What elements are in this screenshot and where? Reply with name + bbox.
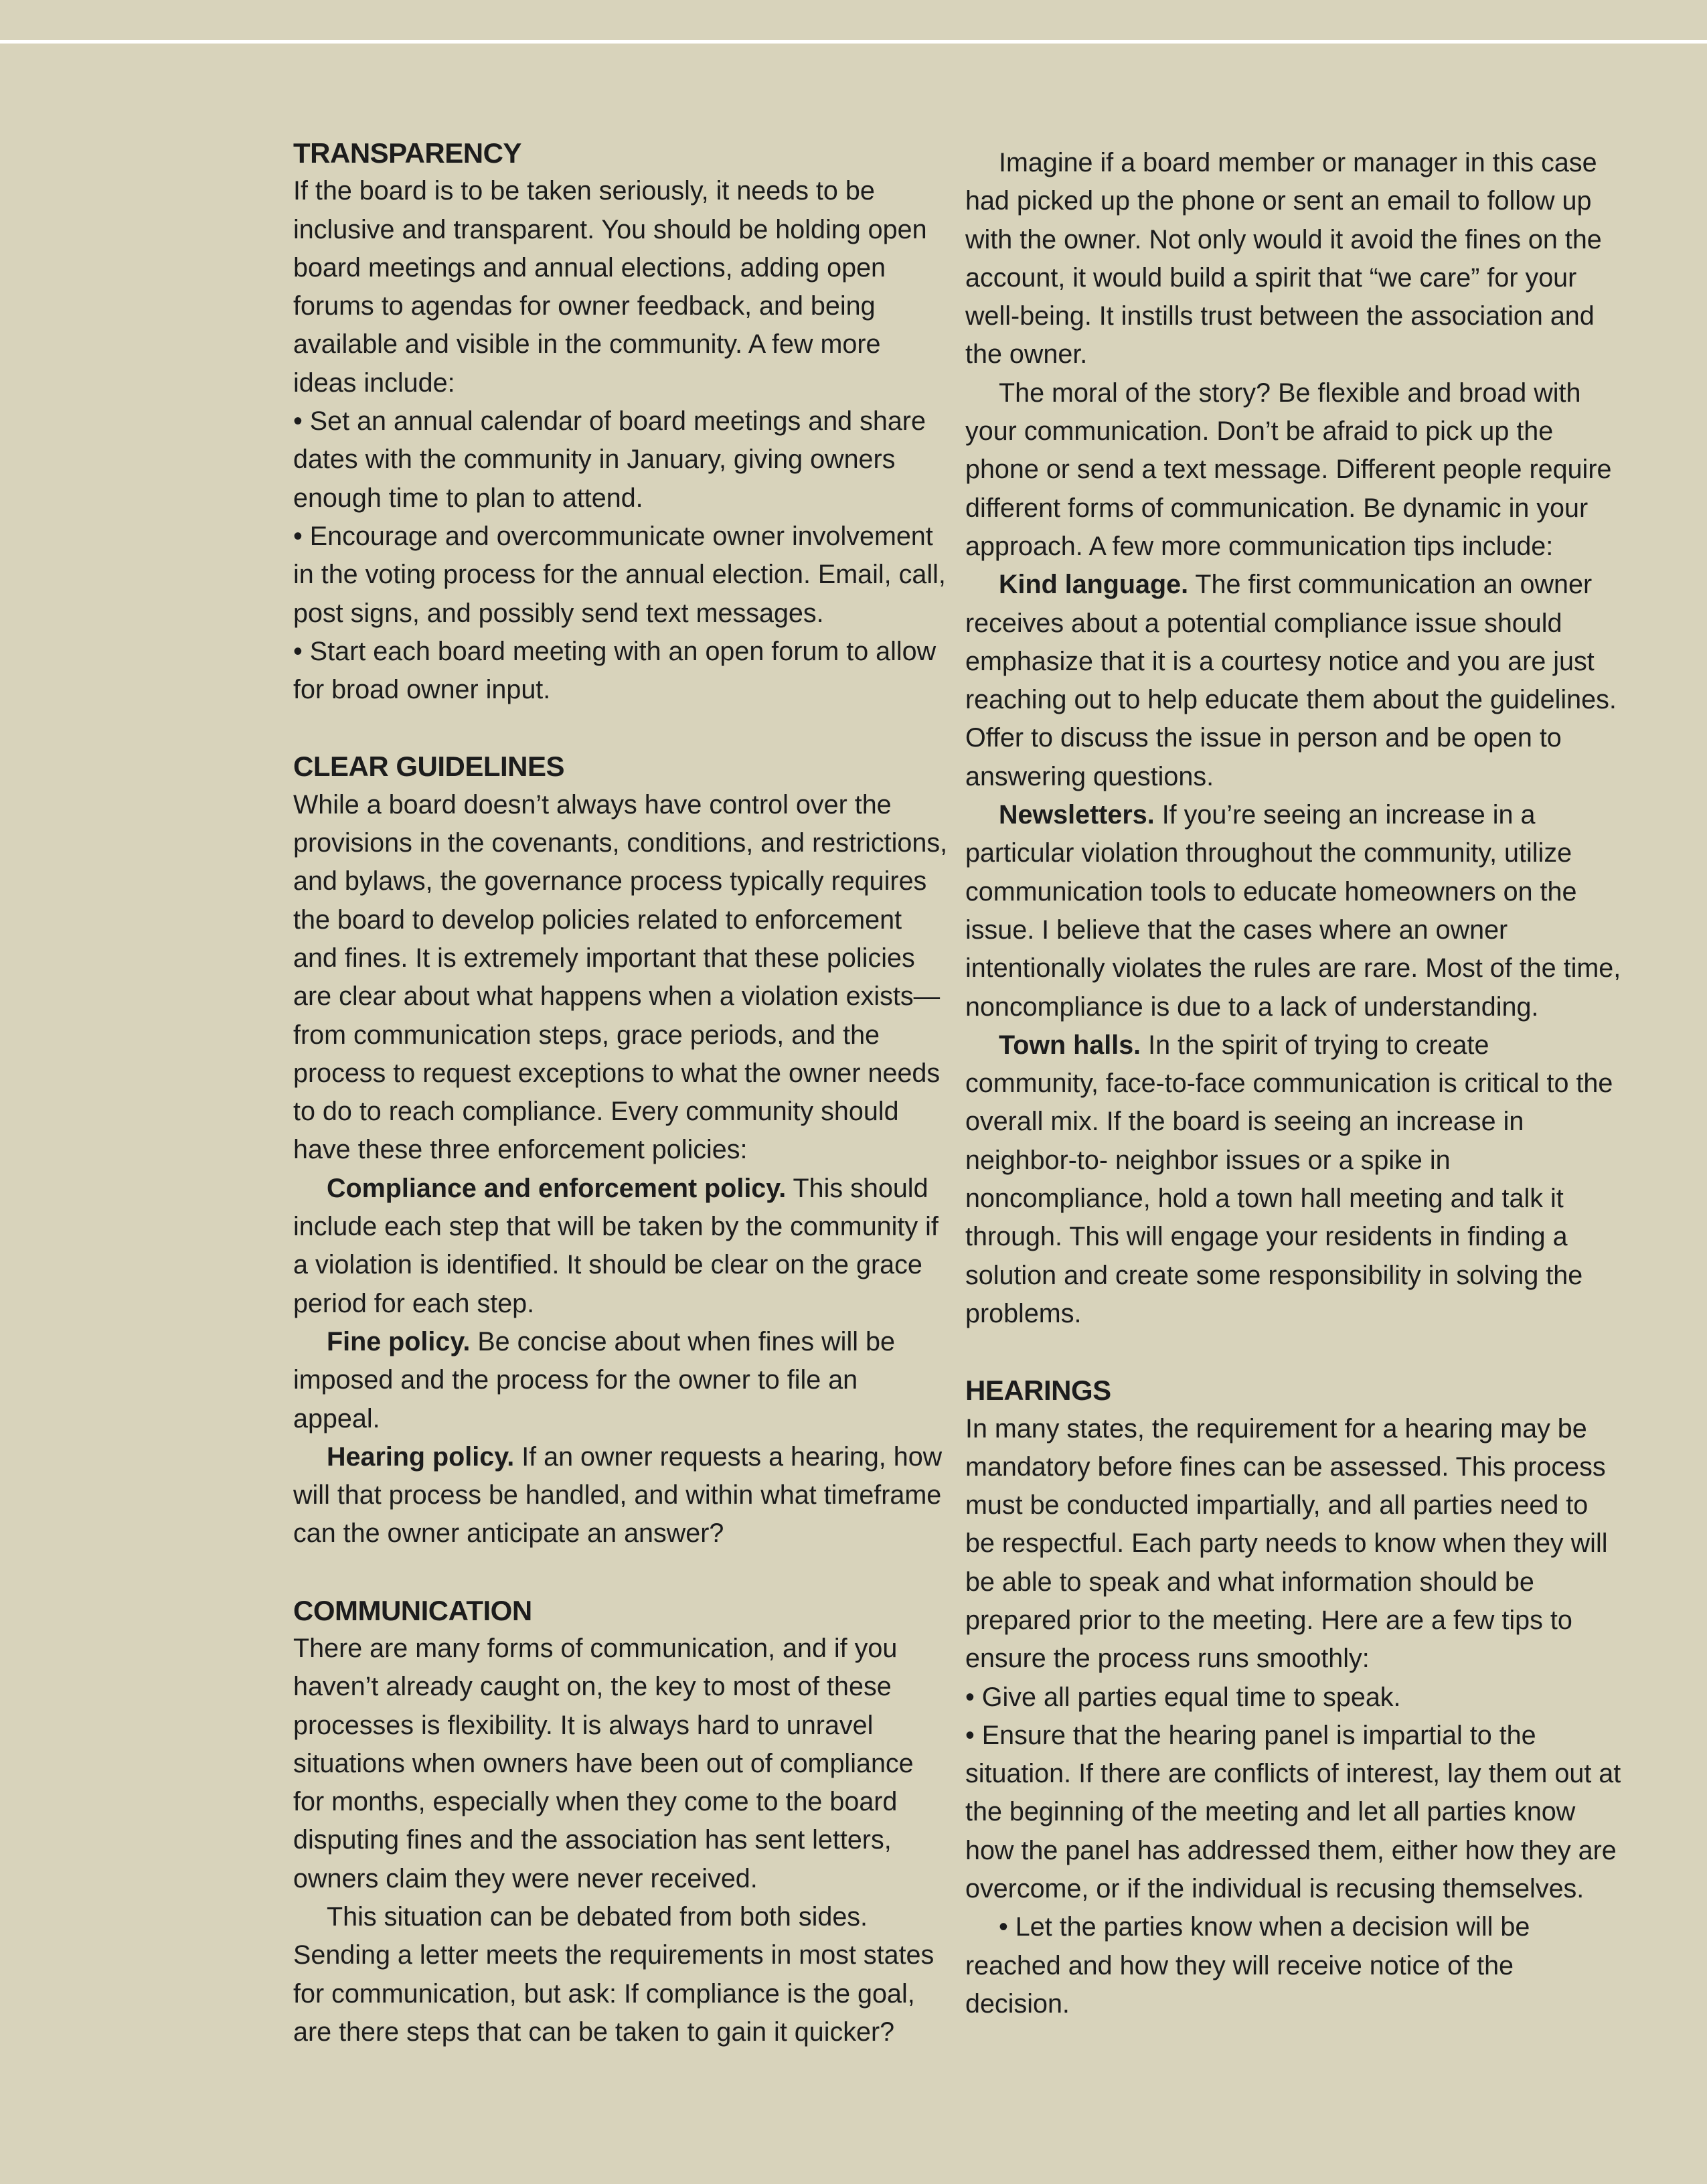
communication-paragraph: There are many forms of communication, and if you haven’t already caught on, the key to most of these processes is flexibility. It is always hard to unravel situations when owners have been out of compliance for months, especially when they come to the board disputing fines and the association has sent letters, owners claim they were never received.: [293, 1633, 914, 1893]
tip-lead: Newsletters.: [999, 800, 1155, 830]
tip-text: If you’re seeing an increase in a particular violation throughout the community, utilize communication tools to educate homeowners on the issue. I believe that the cases where an owner intentionally violates the rules are rare. Most of the time, noncompliance is due to a lack of understanding.: [965, 800, 1621, 1022]
transparency-bullet: • Set an annual calendar of board meetings and share dates with the community in January, giving owners enough time to plan to attend.: [293, 406, 926, 513]
hearings-bullet: • Let the parties know when a decision will be reached and how they will receive notice of the decision.: [965, 1912, 1530, 2019]
tip-paragraph: [965, 1026, 1621, 1333]
transparency-intro: If the board is to be taken seriously, it needs to be inclusive and transparent. You should be holding open board meetings and annual elections, adding open forums to agendas for owner feedback, and being available and visible in the community. A few more ideas include:: [293, 176, 927, 398]
tip-paragraph: [965, 796, 1621, 1026]
policy-paragraph: [293, 1323, 949, 1438]
policy-paragraph: [293, 1438, 949, 1553]
hearings-bullet: • Give all parties equal time to speak.: [965, 1682, 1401, 1712]
body-paragraph: The moral of the story? Be flexible and broad with your communication. Don’t be afraid to pick up the phone or send a text message. Different people require different forms of communication. Be dynamic in your approach. A few more communication tips include:: [965, 378, 1612, 561]
policy-lead: Fine policy.: [327, 1326, 471, 1356]
left-column: [293, 134, 949, 2051]
right-column: [965, 134, 1621, 2023]
tip-text: The first communication an owner receives about a potential compliance issue should emphasize that it is a courtesy notice and you are just reaching out to help educate them about the guidelines. Offer to discuss the issue in person and be open to answering questions.: [965, 570, 1617, 791]
tip-lead: Town halls.: [999, 1030, 1141, 1060]
tip-paragraph: [965, 566, 1621, 796]
tip-lead: Kind language.: [999, 570, 1189, 600]
hearings-intro: In many states, the requirement for a hearing may be mandatory before fines can be assessed. This process must be conducted impartially, and all parties need to be respectful. Each party needs to know when they will be able to speak and what information should be prepared prior to the meeting. Here are a few tips to ensure the process runs smoothly:: [965, 1413, 1608, 1674]
tip-text: In the spirit of trying to create community, face-to-face communication is critical to the overall mix. If the board is seeing an increase in neighbor-to- neighbor issues or a spike in noncompliance, hold a town hall meeting and talk it through. This will engage your residents in finding a solution and create some responsibility in solving the problems.: [965, 1030, 1613, 1328]
policy-text: This should include each step that will be taken by the community if a violation is identified. It should be clear on the grace period for each step.: [293, 1173, 939, 1318]
policy-paragraph: [293, 1170, 949, 1323]
transparency-bullet: • Encourage and overcommunicate owner involvement in the voting process for the annual election. Email, call, post signs, and possibly send text messages.: [293, 521, 946, 628]
section-heading-communication: COMMUNICATION: [293, 1594, 532, 1626]
policy-text: If an owner requests a hearing, how will that process be handled, and within what timeframe can the owner anticipate an answer?: [293, 1441, 943, 1549]
policy-text: Be concise about when fines will be imposed and the process for the owner to file an appeal.: [293, 1326, 895, 1433]
top-rule: [0, 40, 1707, 44]
policy-lead: Compliance and enforcement policy.: [327, 1173, 787, 1203]
communication-paragraph: This situation can be debated from both sides. Sending a letter meets the requirements in most states for communication, but ask: If compliance is the goal, are there steps that can be taken to gain it quicker?: [293, 1902, 934, 2047]
section-heading-hearings: HEARINGS: [965, 1375, 1111, 1407]
section-heading-transparency: TRANSPARENCY: [293, 137, 521, 169]
section-heading-clear-guidelines: CLEAR GUIDELINES: [293, 751, 565, 783]
transparency-bullet: • Start each board meeting with an open forum to allow for broad owner input.: [293, 636, 937, 705]
hearings-bullet: • Ensure that the hearing panel is impartial to the situation. If there are conflicts of interest, lay them out at the beginning of the meeting and let all parties know how the panel has addressed them, either how they are overcome, or if the individual is recusing themselves.: [965, 1720, 1621, 1904]
guidelines-intro: While a board doesn’t always have control over the provisions in the covenants, conditions, and restrictions, and bylaws, the governance process typically requires the board to develop policies related to enforcement and fines. It is extremely important that these policies are clear about what happens when a violation exists—from communication steps, grace periods, and the process to request exceptions to what the owner needs to do to reach compliance. Every community should have these three enforcement policies:: [293, 789, 948, 1165]
policy-lead: Hearing policy.: [327, 1441, 515, 1472]
body-paragraph: Imagine if a board member or manager in this case had picked up the phone or sent an email to follow up with the owner. Not only would it avoid the fines on the account, it would build a spirit that “we care” for your well-being. It instills trust between the association and the owner.: [965, 148, 1602, 370]
